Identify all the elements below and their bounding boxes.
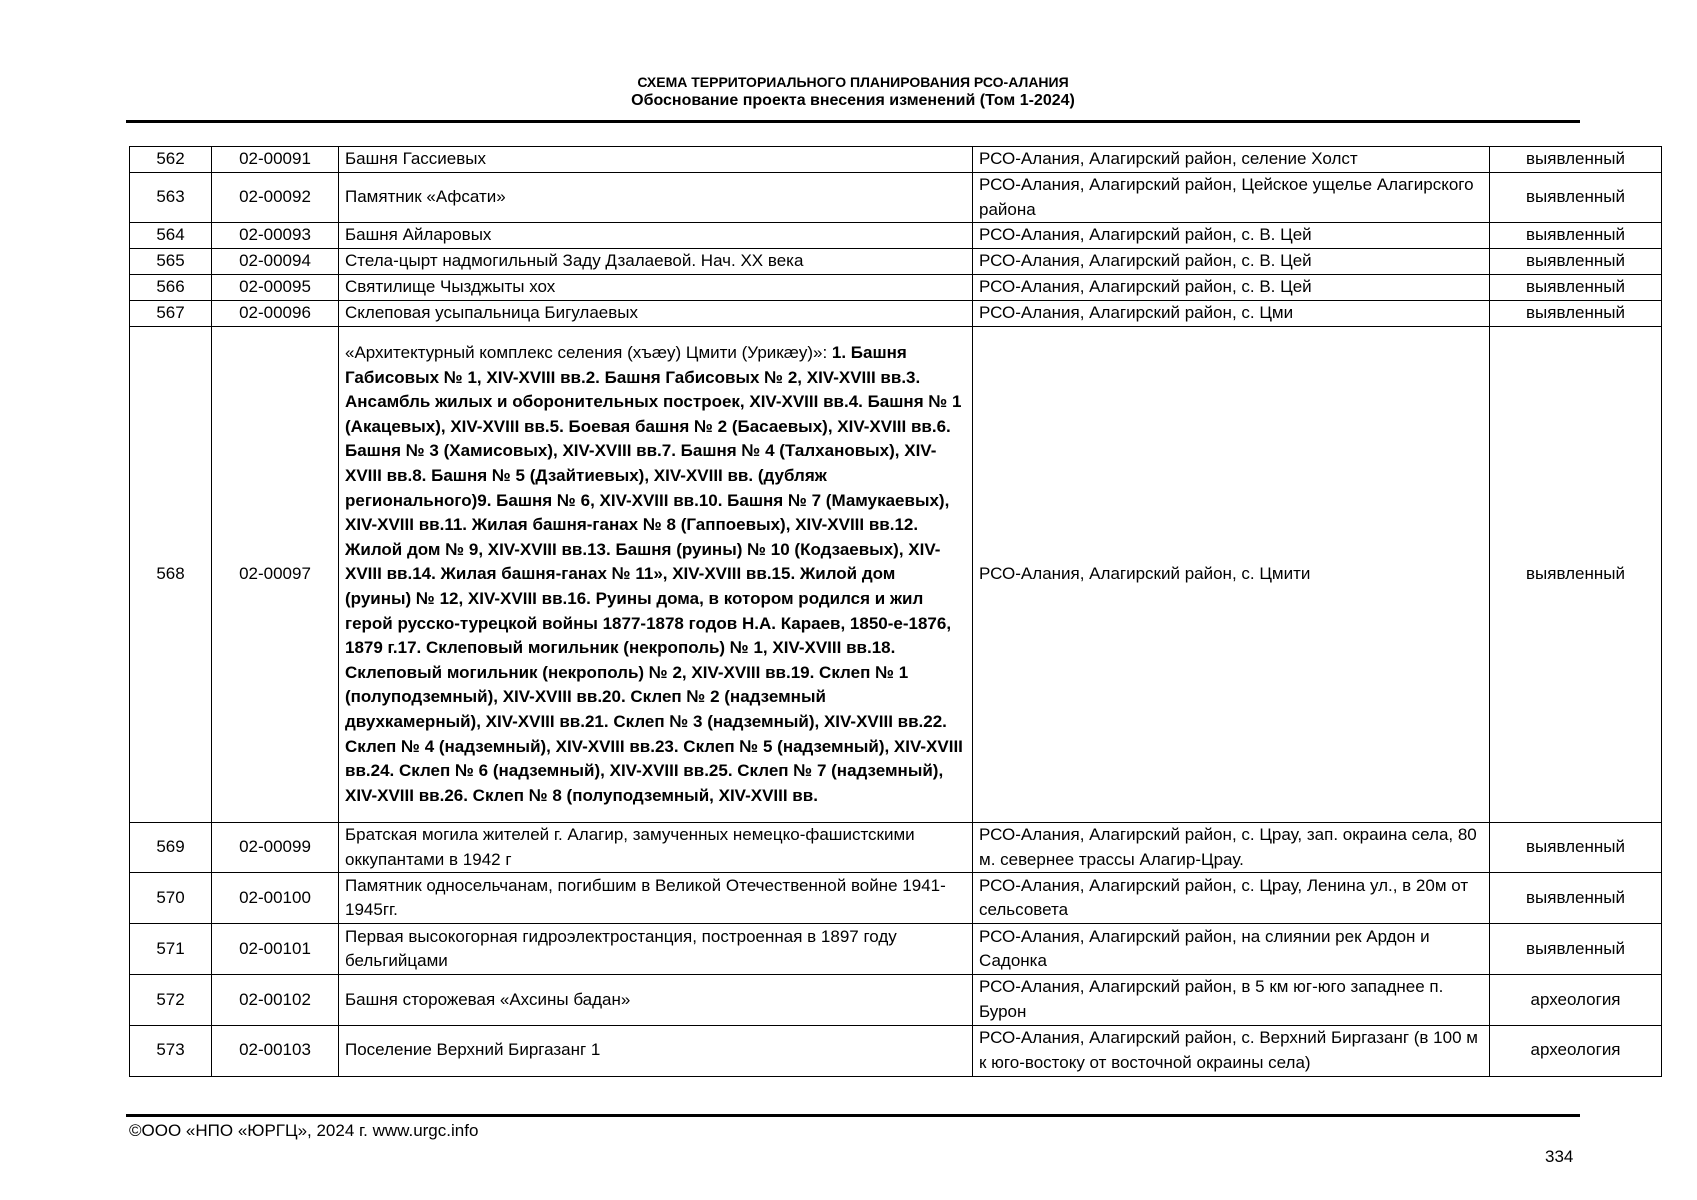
- row-address: РСО-Алания, Алагирский район, с. В. Цей: [973, 223, 1490, 249]
- row-category: выявленный: [1490, 223, 1662, 249]
- row-number: 573: [130, 1025, 212, 1076]
- footer-copyright: ©ООО «НПО «ЮРГЦ», 2024 г. www.urgc.info: [129, 1121, 479, 1140]
- table-row: [130, 327, 1662, 823]
- table-row: [130, 249, 1662, 275]
- footer-rule: [126, 1114, 1580, 1117]
- table-row: [130, 873, 1662, 924]
- table-row: [130, 924, 1662, 975]
- row-number: 566: [130, 275, 212, 301]
- row-object-name: [339, 327, 973, 823]
- row-number: 563: [130, 173, 212, 223]
- row-object-name: Стела-цырт надмогильный Заду Дзалаевой. Нач. XX века: [339, 249, 973, 275]
- document-title: СХЕМА ТЕРРИТОРИАЛЬНОГО ПЛАНИРОВАНИЯ РСО-АЛАНИЯ: [637, 74, 1069, 90]
- row-category: выявленный: [1490, 327, 1662, 823]
- row-address: РСО-Алания, Алагирский район, селение Холст: [973, 147, 1490, 173]
- row-code: 02-00101: [212, 924, 339, 975]
- row-address: РСО-Алания, Алагирский район, на слиянии рек Ардон и Садонка: [973, 924, 1490, 975]
- row-number: 568: [130, 327, 212, 823]
- row-address: РСО-Алания, Алагирский район, с. Верхний Биргазанг (в 100 м к юго-востоку от восточной окраины села): [973, 1025, 1490, 1076]
- table-row: [130, 173, 1662, 223]
- row-object-name: Башня Айларовых: [339, 223, 973, 249]
- heritage-table: [129, 146, 1662, 1077]
- row-code: 02-00100: [212, 873, 339, 924]
- table-row: [130, 823, 1662, 873]
- row-number: 567: [130, 301, 212, 327]
- row-code: 02-00095: [212, 275, 339, 301]
- row-category: выявленный: [1490, 823, 1662, 873]
- row-code: 02-00091: [212, 147, 339, 173]
- table-row: [130, 147, 1662, 173]
- row-address: РСО-Алания, Алагирский район, в 5 км юг-юго западнее п. Бурон: [973, 975, 1490, 1025]
- row-code: 02-00096: [212, 301, 339, 327]
- table-row: [130, 1025, 1662, 1076]
- page-header: [126, 73, 1580, 111]
- row-number: 570: [130, 873, 212, 924]
- row-category: выявленный: [1490, 924, 1662, 975]
- row-object-name: Памятник «Афсати»: [339, 173, 973, 223]
- row-category: выявленный: [1490, 873, 1662, 924]
- table-row: [130, 275, 1662, 301]
- row-object-name: Склеповая усыпальница Бигулаевых: [339, 301, 973, 327]
- row-code: 02-00092: [212, 173, 339, 223]
- row-number: 569: [130, 823, 212, 873]
- row-address: РСО-Алания, Алагирский район, с. Црау, Ленина ул., в 20м от сельсовета: [973, 873, 1490, 924]
- row-object-name: Памятник односельчанам, погибшим в Великой Отечественной войне 1941-1945гг.: [339, 873, 973, 924]
- row-address: РСО-Алания, Алагирский район, с. В. Цей: [973, 249, 1490, 275]
- row-category: выявленный: [1490, 301, 1662, 327]
- row-address: РСО-Алания, Алагирский район, с. В. Цей: [973, 275, 1490, 301]
- header-rule: [126, 120, 1580, 123]
- row-object-name: Башня Гассиевых: [339, 147, 973, 173]
- row-code: 02-00099: [212, 823, 339, 873]
- document-subtitle: Обоснование проекта внесения изменений (Том 1-2024): [631, 92, 1075, 109]
- row-number: 571: [130, 924, 212, 975]
- row-category: археология: [1490, 975, 1662, 1025]
- row-object-name: Святилище Чызджыты хох: [339, 275, 973, 301]
- row-address: РСО-Алания, Алагирский район, с. Црау, зап. окраина села, 80 м. севернее трассы Алагир-Црау.: [973, 823, 1490, 873]
- row-code: 02-00102: [212, 975, 339, 1025]
- row-category: выявленный: [1490, 147, 1662, 173]
- row-code: 02-00094: [212, 249, 339, 275]
- row-number: 565: [130, 249, 212, 275]
- row-category: выявленный: [1490, 275, 1662, 301]
- row-number: 572: [130, 975, 212, 1025]
- row-code: 02-00103: [212, 1025, 339, 1076]
- complex-title: «Архитектурный комплекс селения (хъæу) Цмити (Урикæу)»:: [345, 343, 832, 363]
- page-number: 334: [1545, 1147, 1574, 1166]
- row-category: выявленный: [1490, 249, 1662, 275]
- row-object-name: Башня сторожевая «Ахсины бадан»: [339, 975, 973, 1025]
- table-row: [130, 975, 1662, 1025]
- row-number: 564: [130, 223, 212, 249]
- row-category: археология: [1490, 1025, 1662, 1076]
- table-row: [130, 223, 1662, 249]
- row-object-name: Братская могила жителей г. Алагир, замученных немецко-фашистскими оккупантами в 1942 г: [339, 823, 973, 873]
- complex-components: 1. Башня Габисовых № 1, XIV-XVIII вв.2. Башня Габисовых № 2, XIV-XVIII вв.3. Ансамбль жилых и оборонительных построек, XIV-XVIII вв.4. Башня № 1 (Акацевых), XIV-XVIII вв.5. Боевая башня № 2 (Басаевых), XIV-XVIII вв.6. Башня № 3 (Хамисовых), XIV-XVIII вв.7. Башня № 4 (Талхановых), XIV-XVIII вв.8. Башня № 5 (Дзайтиевых), XIV-XVIII вв. (дубляж регионального)9. Башня № 6, XIV-XVIII вв.10. Башня № 7 (Мамукаевых), XIV-XVIII вв.11. Жилая башня-ганах № 8 (Гаппоевых), XIV-XVIII вв.12. Жилой дом № 9, XIV-XVIII вв.13. Башня (руины) № 10 (Кодзаевых), XIV-XVIII вв.14. Жилая башня-ганах № 11», XIV-XVIII вв.15. Жилой дом (руины) № 12, XIV-XVIII вв.16. Руины дома, в котором родился и жил герой русско-турецкой войны 1877-1878 годов Н.А. Караев, 1850-е-1876, 1879 г.17. Склеповый могильник (некрополь) № 1, XIV-XVIII вв.18. Склеповый могильник (некрополь) № 2, XIV-XVIII вв.19. Склеп № 1 (полуподземный), XIV-XVIII вв.20. Склеп № 2 (надземный двухкамерный), XIV-XVIII вв.21. Склеп № 3 (надземный), XIV-XVIII вв.22. Склеп № 4 (надземный), XIV-XVIII вв.23. Склеп № 5 (надземный), XIV-XVIII вв.24. Склеп № 6 (надземный), XIV-XVIII вв.25. Склеп № 7 (надземный), XIV-XVIII вв.26. Склеп № 8 (полуподземный, XIV-XVIII вв.: [345, 343, 963, 805]
- row-address: РСО-Алания, Алагирский район, с. Цми: [973, 301, 1490, 327]
- row-object-name: Поселение Верхний Биргазанг 1: [339, 1025, 973, 1076]
- row-address: РСО-Алания, Алагирский район, Цейское ущелье Алагирского района: [973, 173, 1490, 223]
- row-address: РСО-Алания, Алагирский район, с. Цмити: [973, 327, 1490, 823]
- row-object-name: Первая высокогорная гидроэлектростанция, построенная в 1897 году бельгийцами: [339, 924, 973, 975]
- row-category: выявленный: [1490, 173, 1662, 223]
- row-code: 02-00097: [212, 327, 339, 823]
- table-row: [130, 301, 1662, 327]
- row-number: 562: [130, 147, 212, 173]
- row-code: 02-00093: [212, 223, 339, 249]
